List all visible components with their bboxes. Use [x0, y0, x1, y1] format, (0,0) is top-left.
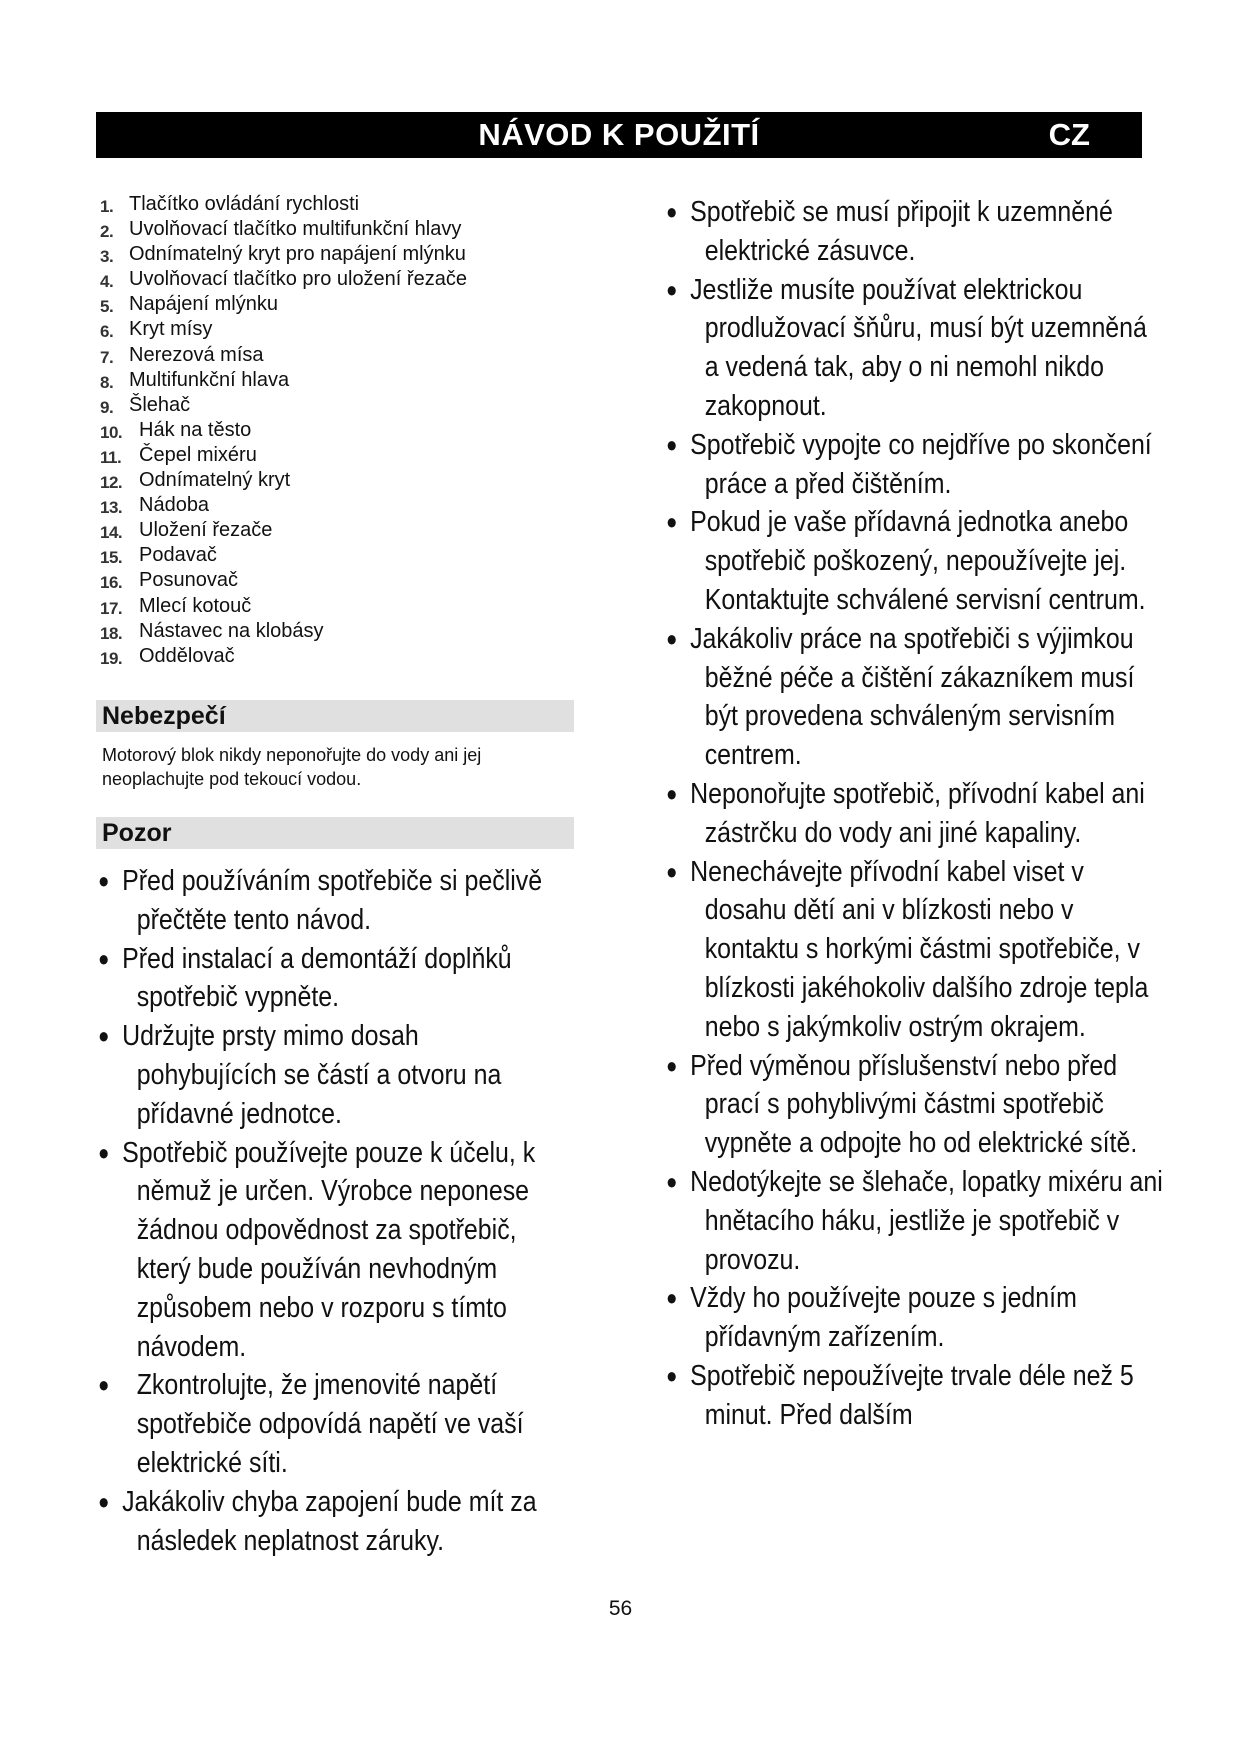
- list-item: ● Udržujte prsty mimo dosah pohybujících se částí a otvoru na přídavné jednotce.: [98, 1020, 502, 1130]
- list-item: 16. Posunovač: [100, 569, 238, 593]
- list-item: 9. Šlehač: [100, 393, 191, 417]
- list-item: ● Nedotýkejte se šlehače, lopatky mixéru ani hnětacího háku, jestliže je spotřebič v provozu.: [666, 1165, 1163, 1276]
- list-item: ● Neponořujte spotřebič, přívodní kabel ani zástrčku do vody ani jiné kapaliny.: [666, 777, 1145, 849]
- list-item: ● Jestliže musíte používat elektrickou prodlužovací šňůru, musí být uzemněná a vedená tak, aby o ni nemohl nikdo zakopnout.: [666, 273, 1147, 422]
- list-item: 11. Čepel mixéru: [100, 443, 257, 467]
- danger-heading: Nebezpečí: [96, 700, 574, 732]
- page-number: 56: [608, 1597, 633, 1620]
- parts-list-section: [96, 192, 576, 669]
- list-item: ● Vždy ho používejte pouze s jedním přídavným zařízením.: [666, 1282, 1077, 1354]
- list-item: ● Spotřebič vypojte co nejdříve po skončení práce a před čištěním.: [666, 428, 1152, 500]
- language-code: CZ: [1048, 117, 1090, 152]
- safety-list: [666, 193, 1165, 1435]
- list-item: ● Spotřebič používejte pouze k účelu, k němuž je určen. Výrobce neponese žádnou odpovědnost za spotřebič, který bude používán nevhodným způsobem nebo v rozporu s tímto návodem.: [98, 1136, 536, 1363]
- list-item: 1. Tlačítko ovládání rychlosti: [100, 193, 360, 216]
- list-item: 15. Podavač: [100, 544, 217, 568]
- list-item: ● Před instalací a demontáží doplňků spotřebič vypněte.: [98, 942, 512, 1014]
- list-item: 14. Uložení řezače: [100, 519, 273, 543]
- list-item: 10. Hák na těsto: [100, 418, 252, 442]
- page-title: NÁVOD K POUŽITÍ: [478, 117, 760, 152]
- danger-text: Motorový blok nikdy neponořujte do vody ani jej neoplachujte pod tekoucí vodou.: [102, 745, 482, 789]
- list-item: ● Jakákoliv chyba zapojení bude mít za následek neplatnost záruky.: [98, 1485, 537, 1557]
- list-item: ● Jakákoliv práce na spotřebiči s výjimkou běžné péče a čištění zákazníkem musí být provedena schváleným servisním centrem.: [666, 622, 1135, 772]
- list-item: ● Před používáním spotřebiče si pečlivě přečtěte tento návod.: [98, 865, 543, 936]
- list-item: 3. Odnímatelný kryt pro napájení mlýnku: [100, 243, 466, 267]
- list-item: ● Před výměnou příslušenství nebo před prací s pohyblivými částmi spotřebič vypněte a odpojte ho od elektrické sítě.: [666, 1049, 1138, 1160]
- page-header: [96, 112, 1142, 158]
- list-item: 12. Odnímatelný kryt: [100, 469, 291, 493]
- list-item: ● Spotřebič se musí připojit k uzemněné elektrické zásuvce.: [666, 196, 1113, 267]
- list-item: 8. Multifunkční hlava: [100, 368, 290, 392]
- list-item: ● Pokud je vaše přídavná jednotka anebo spotřebič poškozený, nepoužívejte jej. Kontaktujte schválené servisní centrum.: [666, 506, 1146, 616]
- list-item: ● Nenechávejte přívodní kabel viset v dosahu dětí ani v blízkosti nebo v kontaktu s horkými částmi spotřebiče, v blízkosti jakéhokoliv dalšího zdroje tepla nebo s jakýmkoliv ostrým okrajem.: [666, 855, 1149, 1043]
- list-item: 2. Uvolňovací tlačítko multifunkční hlavy: [100, 218, 462, 242]
- list-item: 6. Kryt mísy: [100, 318, 213, 342]
- list-item: 13. Nádoba: [100, 494, 210, 518]
- caution-list: [98, 862, 545, 1560]
- list-item: ● Spotřebič nepoužívejte trvale déle než 5 minut. Před dalším: [666, 1359, 1134, 1431]
- list-item: 5. Napájení mlýnku: [100, 293, 278, 317]
- list-item: 17. Mlecí kotouč: [100, 594, 252, 618]
- list-item: 7. Nerezová mísa: [100, 343, 264, 367]
- list-item: 4. Uvolňovací tlačítko pro uložení řezače: [100, 268, 467, 292]
- list-item: 18. Nástavec na klobásy: [100, 619, 324, 643]
- parts-list: [96, 192, 576, 669]
- caution-heading: Pozor: [96, 817, 574, 849]
- list-item: 19. Oddělovač: [100, 644, 235, 668]
- list-item: ● Zkontrolujte, že jmenovité napětí spotřebiče odpovídá napětí ve vaší elektrické síti.: [98, 1369, 524, 1479]
